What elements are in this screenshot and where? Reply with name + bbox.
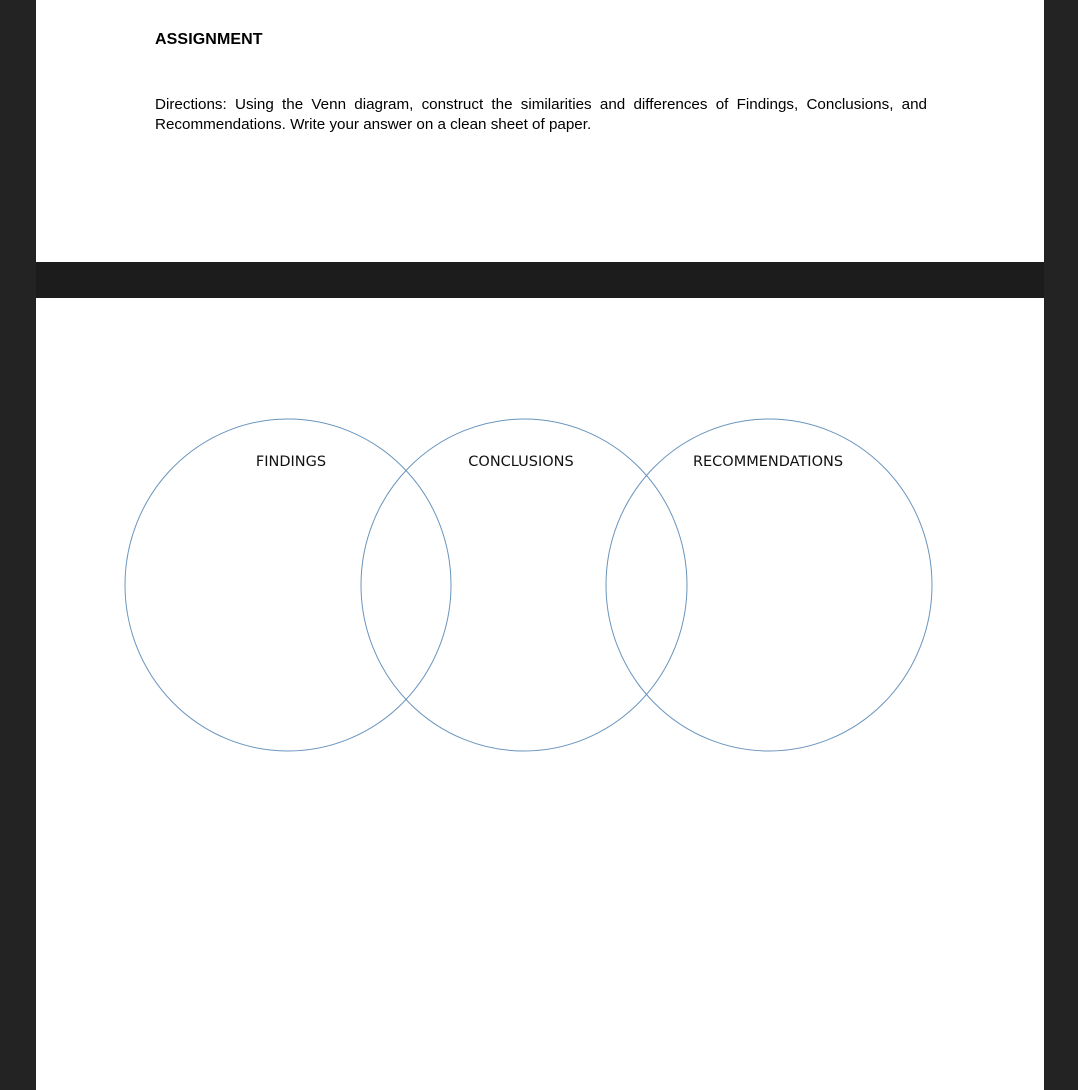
venn-label-conclusions: CONCLUSIONS [468,454,574,470]
directions-text: Directions: Using the Venn diagram, construct the similarities and differences of Findings, Conclusions, and Recommendations. Write your answer on a clean sheet of paper. [155,96,927,133]
venn-label-findings: FINDINGS [255,454,327,470]
document-page-1 [36,0,1044,262]
assignment-title: ASSIGNMENT [155,31,263,48]
document-page-2 [36,298,1044,1090]
venn-diagram [36,298,1044,1090]
page-separator [36,262,1044,298]
venn-label-recommendations: RECOMMENDATIONS [692,454,844,470]
